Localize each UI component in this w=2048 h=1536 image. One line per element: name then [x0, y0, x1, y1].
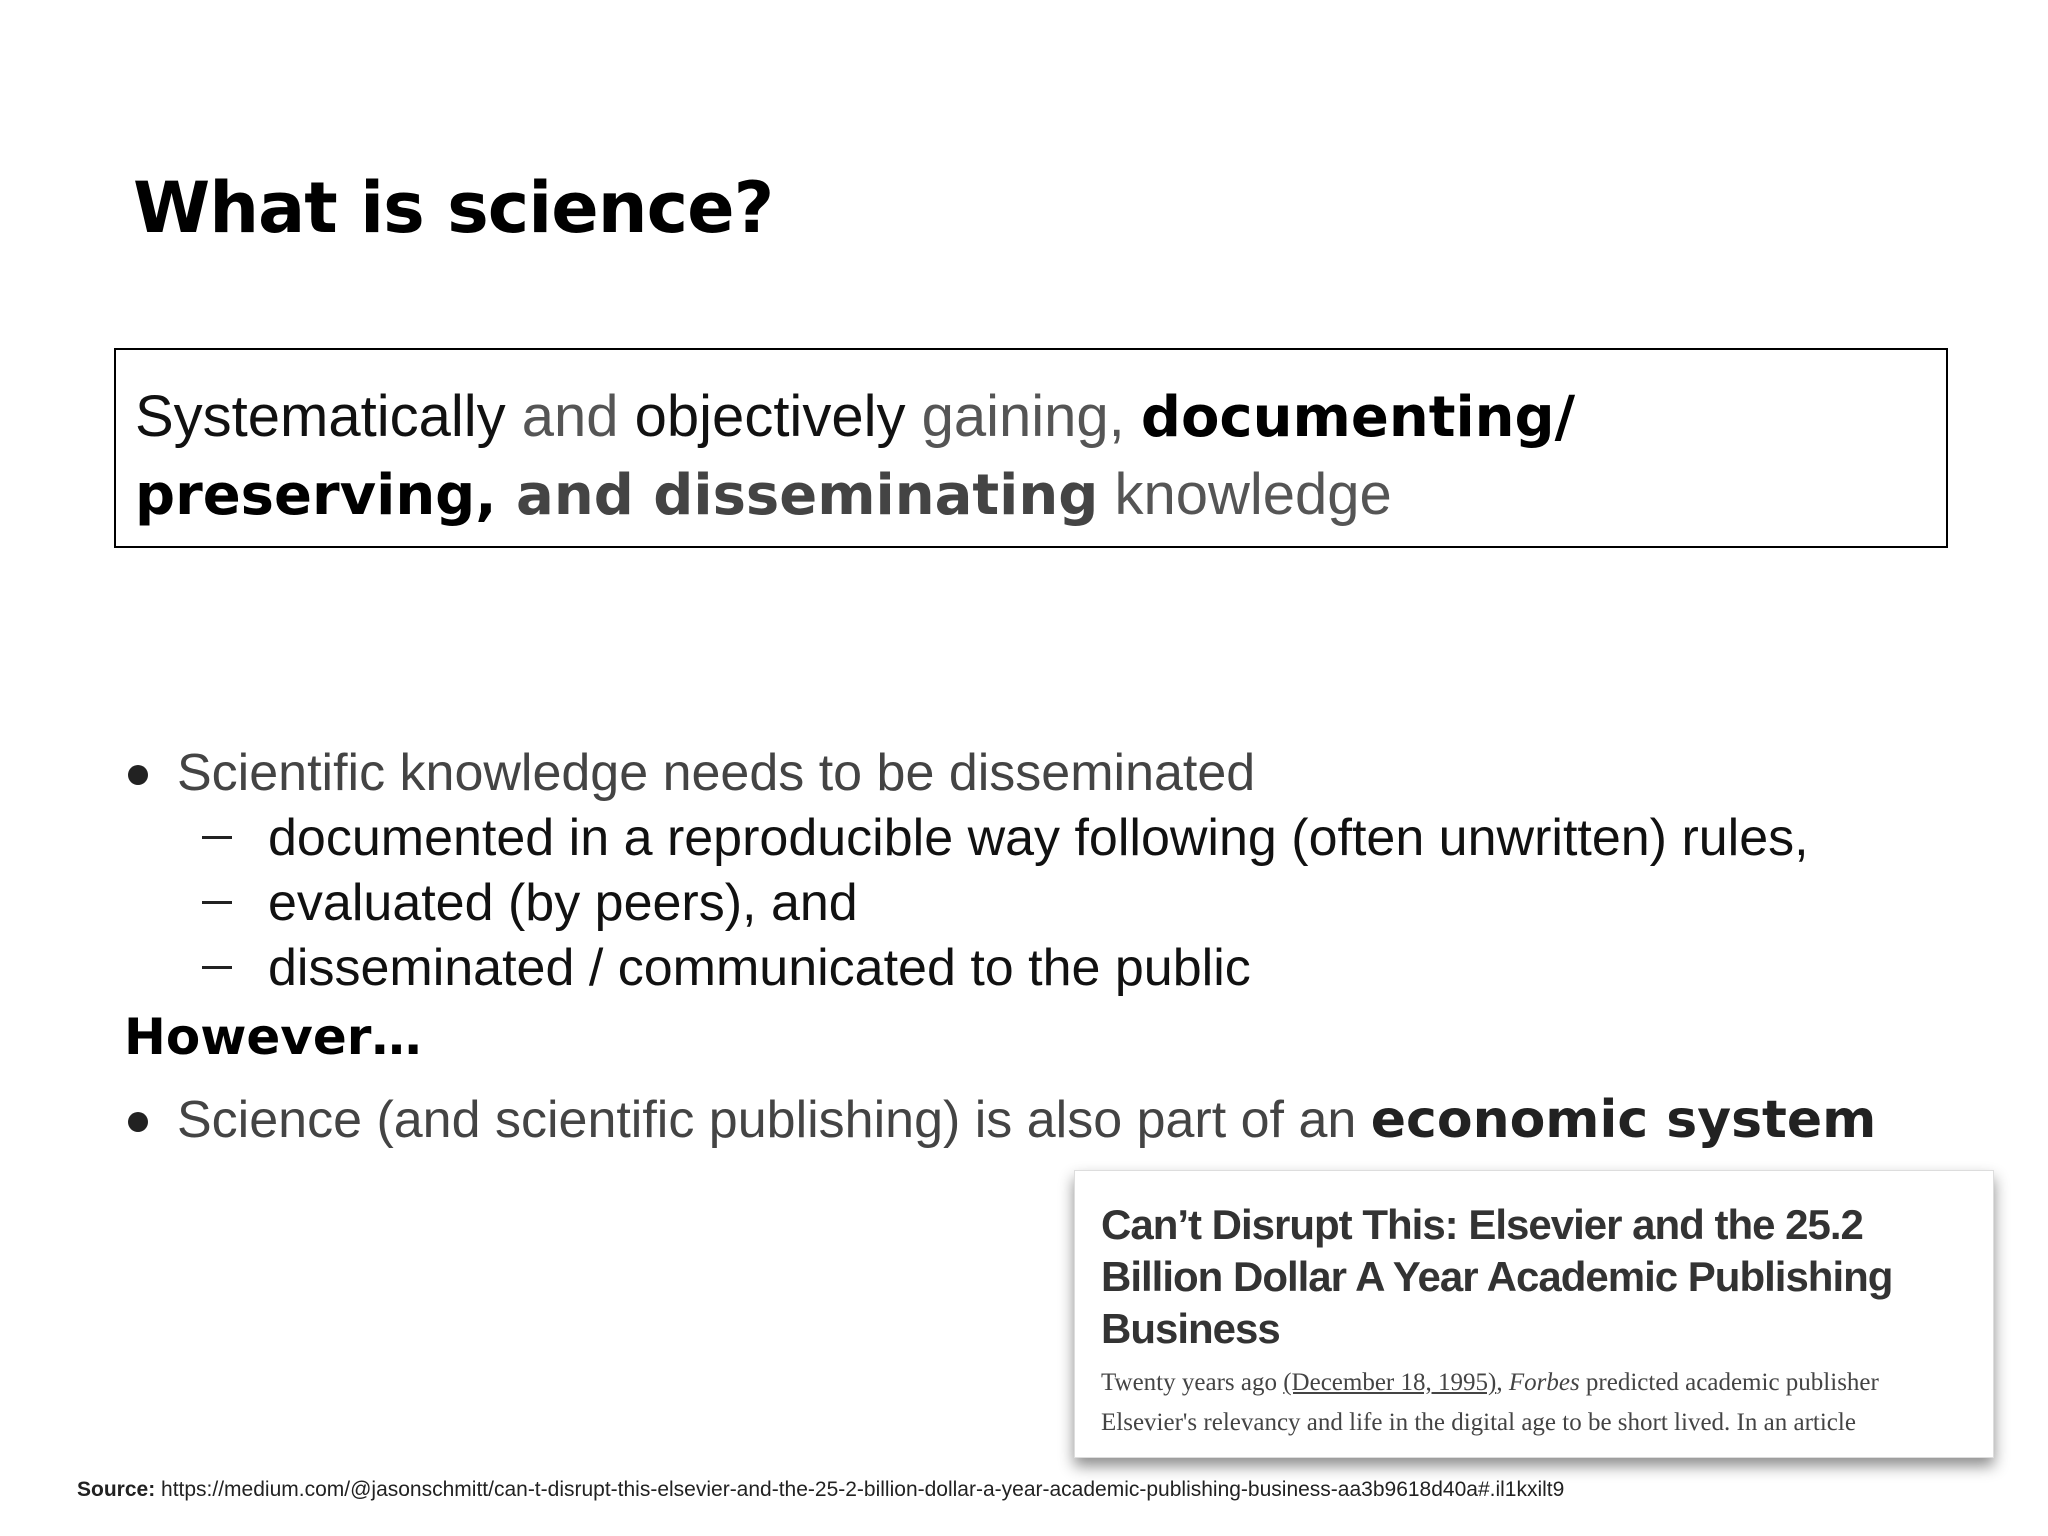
however-heading: However…: [124, 1008, 422, 1066]
source-url[interactable]: https://medium.com/@jasonschmitt/can-t-disrupt-this-elsevier-and-the-25-2-billion-dollar-a-year-academic-publishing-business-aa3b9618d40a#.il1kxilt9: [161, 1478, 1565, 1501]
article-excerpt-line-1: [1101, 1363, 1981, 1403]
definition-text: [135, 378, 1925, 534]
bullet-dot-2: [128, 1112, 148, 1132]
dash-1: [202, 836, 232, 839]
subitem-1: documented in a reproducible way following (often unwritten) rules,: [268, 809, 1809, 867]
source-label: Source:: [77, 1478, 156, 1501]
article-text-a: Twenty years ago: [1101, 1369, 1284, 1396]
article-text-c: predicted academic publisher: [1579, 1369, 1879, 1396]
definition-part-5: documenting/ preserving,: [135, 385, 1576, 528]
article-excerpt-line-2: Elsevier's relevancy and life in the digital age to be short lived. In an article: [1101, 1409, 1856, 1436]
definition-part-6: and disseminating: [496, 463, 1099, 528]
bullet-1-text: Scientific knowledge needs to be disseminated: [177, 744, 1256, 802]
subitem-2: evaluated (by peers), and: [268, 874, 858, 932]
definition-part-3: objectively: [634, 384, 906, 449]
bullet-2-prefix: Science (and scientific publishing) is also part of an: [177, 1091, 1371, 1149]
source-citation: [77, 1476, 1564, 1504]
dash-2: [202, 901, 232, 904]
article-screenshot: [1074, 1170, 1994, 1458]
bullet-dot-1: [128, 765, 148, 785]
definition-part-4: gaining,: [905, 384, 1141, 449]
article-excerpt: [1101, 1363, 1981, 1443]
definition-part-2: and: [505, 384, 635, 449]
subitem-3: disseminated / communicated to the public: [268, 939, 1251, 997]
definition-part-1: Systematically: [135, 384, 506, 449]
dash-3: [202, 966, 232, 969]
article-date-link[interactable]: (December 18, 1995): [1283, 1369, 1497, 1396]
article-publication: Forbes: [1508, 1369, 1580, 1396]
article-title: Can’t Disrupt This: Elsevier and the 25.2 Billion Dollar A Year Academic Publishing Business: [1101, 1201, 1893, 1352]
bullet-2-emphasis: economic system: [1370, 1090, 1877, 1150]
bullet-2-text: [177, 1088, 1876, 1152]
definition-part-7: knowledge: [1098, 462, 1392, 527]
article-text-b: ,: [1496, 1369, 1509, 1396]
slide-title: What is science?: [133, 167, 774, 249]
